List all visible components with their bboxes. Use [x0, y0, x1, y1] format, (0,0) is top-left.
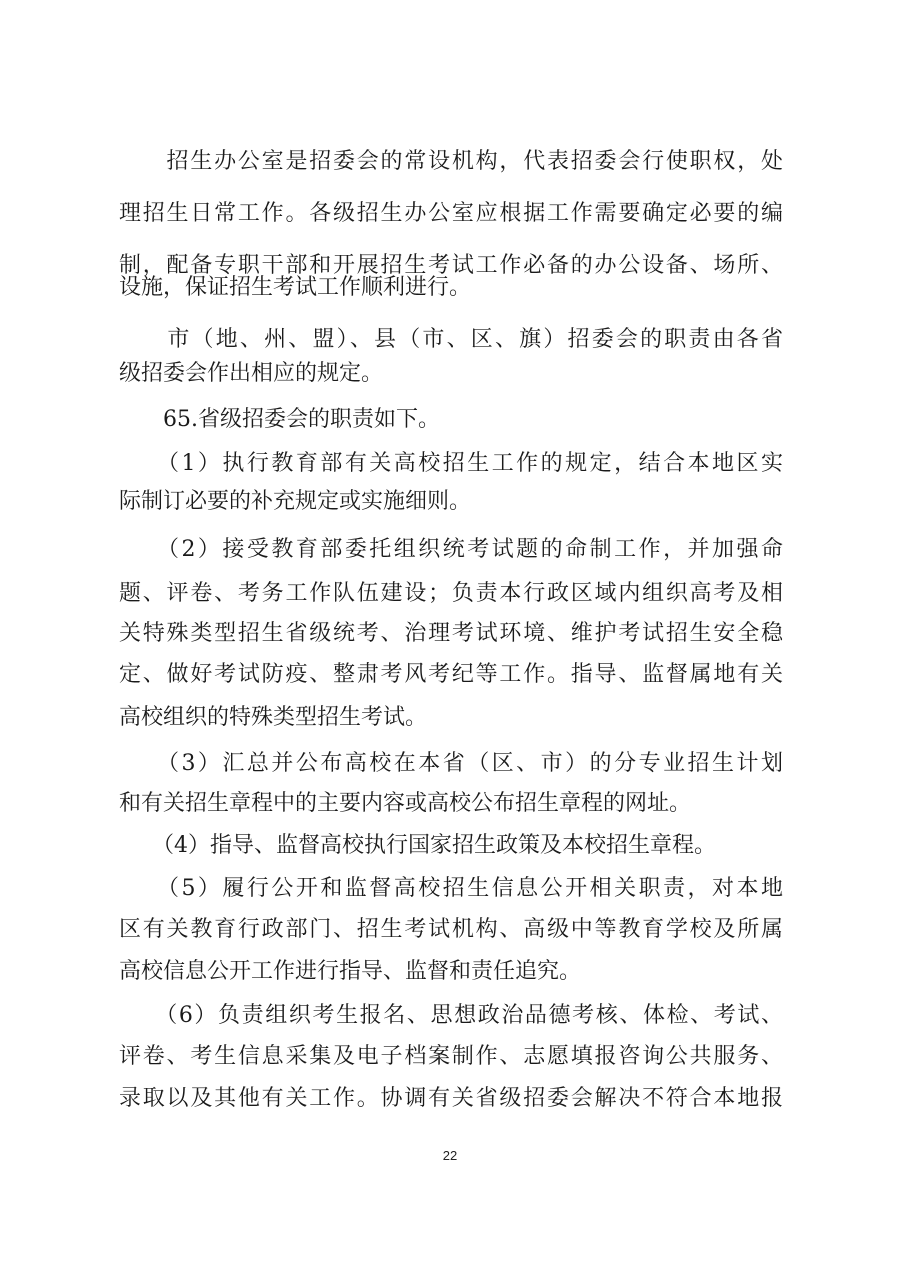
text-line: 65.省级招委会的职责如下。 [119, 407, 440, 432]
text-line: （4）指导、监督高校执行国家招生政策及本校招生章程。 [119, 833, 716, 858]
text-line: 理招生日常工作。各级招生办公室应根据工作需要确定必要的编 [119, 201, 783, 226]
text-line: 定、做好考试防疫、整肃考风考纪等工作。指导、监督属地有关 [119, 662, 783, 687]
text-line: 题、评卷、考务工作队伍建设；负责本行政区域内组织高考及相 [119, 581, 783, 606]
text-line: 市（地、州、盟）、县（市、区、旗）招委会的职责由各省 [119, 327, 783, 352]
text-line: 关特殊类型招生省级统考、治理考试环境、维护考试招生安全稳 [119, 621, 783, 646]
text-line: （3）汇总并公布高校在本省（区、市）的分专业招生计划 [119, 751, 783, 776]
text-line: 和有关招生章程中的主要内容或高校公布招生章程的网址。 [119, 791, 692, 816]
text-line: 级招委会作出相应的规定。 [119, 361, 384, 386]
text-line: 际制订必要的补充规定或实施细则。 [119, 489, 472, 514]
text-line: （1）执行教育部有关高校招生工作的规定，结合本地区实 [119, 451, 783, 476]
text-line: （6）负责组织考生报名、思想政治品德考核、体检、考试、 [119, 1003, 783, 1028]
text-line: 区有关教育行政部门、招生考试机构、高级中等教育学校及所属 [119, 917, 783, 942]
text-line: 设施，保证招生考试工作顺利进行。 [119, 275, 472, 300]
text-line: 高校组织的特殊类型招生考试。 [119, 705, 428, 730]
text-line: 制，配备专职干部和开展招生考试工作必备的办公设备、场所、 [119, 253, 783, 278]
text-line: 评卷、考生信息采集及电子档案制作、志愿填报咨询公共服务、 [119, 1044, 783, 1069]
text-line: （2）接受教育部委托组织统考试题的命制工作，并加强命 [119, 537, 783, 562]
text-line: 高校信息公开工作进行指导、监督和责任追究。 [119, 959, 582, 984]
text-line: （5）履行公开和监督高校招生信息公开相关职责，对本地 [119, 876, 783, 901]
text-line: 录取以及其他有关工作。协调有关省级招委会解决不符合本地报 [119, 1086, 783, 1111]
page-number: 22 [442, 1148, 458, 1163]
text-line: 招生办公室是招委会的常设机构，代表招委会行使职权，处 [119, 149, 783, 174]
